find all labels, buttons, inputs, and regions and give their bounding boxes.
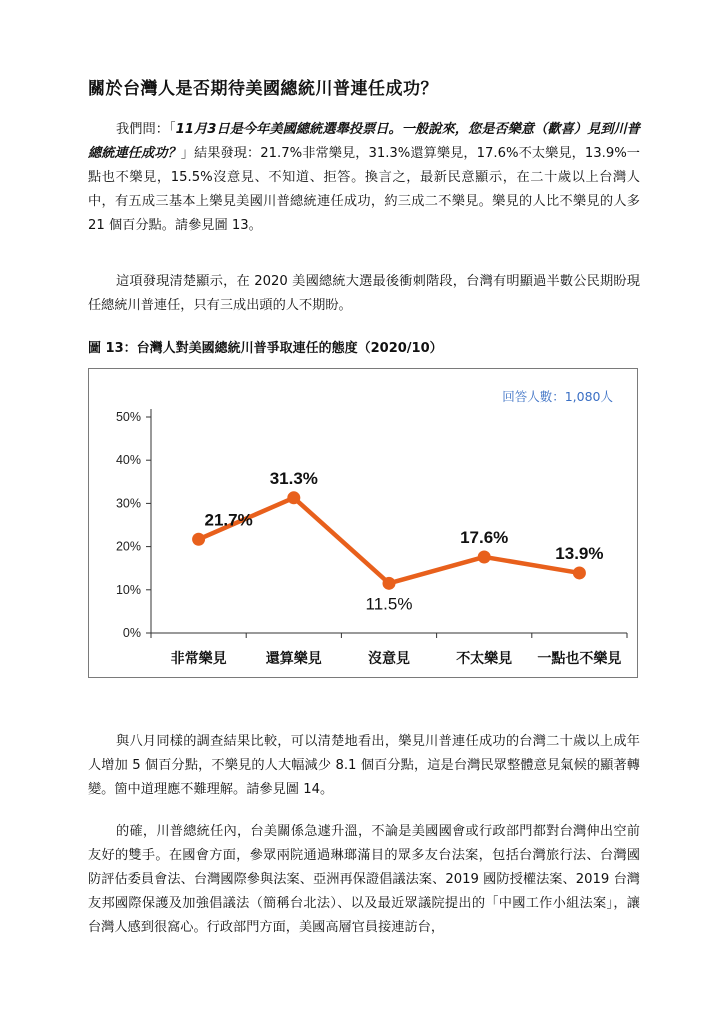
question-result: 」結果發現：21.7%非常樂見，31.3%還算樂見，17.6%不太樂見，13.9%一點也不樂見，15.5%沒意見、不知道、拒答。換言之，最新民意顯示，在二十歲以上台灣人中，有五成三基本上樂見美國川普總統連任成功，約三成二不樂見。樂見的人比不樂見的人多 21 個百分點。請參見圖 13。 [88,146,640,233]
x-tick-label: 沒意見 [368,651,410,667]
y-tick-label: 50% [115,410,141,424]
data-point [573,566,586,579]
data-label: 31.3% [269,468,318,488]
paragraph-survey-question [88,118,640,238]
data-point [287,491,300,504]
series-line [199,498,580,584]
data-label: 13.9% [555,543,604,563]
y-tick-label: 0% [122,626,141,640]
data-point [383,577,396,590]
chart-frame [88,368,638,678]
x-tick-label: 還算樂見 [265,651,322,667]
paragraph-comparison: 與八月同樣的調查結果比較，可以清楚地看出，樂見川普連任成功的台灣二十歲以上成年人增加 5 個百分點，不樂見的人大幅減少 8.1 個百分點，這是台灣民眾整體意見氣候的顯著轉變。箇中道理應不難理解。請參見圖 14。 [88,734,640,797]
respondent-count: 回答人數：1,080人 [502,389,613,404]
question-lead: 我們問：「 [116,122,176,137]
y-tick-label: 40% [115,453,141,468]
figure-title: 圖 13：台灣人對美國總統川普爭取連任的態度（2020/10） [88,341,443,356]
x-tick-label: 不太樂見 [456,651,513,667]
y-tick-label: 10% [115,582,141,597]
x-tick-label: 一點也不樂見 [537,651,622,667]
question-text: 11月3日是今年美國總統選舉投票日。一般說來，您是否樂意（歡喜）見到川普總統連任成功？ [88,122,640,161]
x-tick-label: 非常樂見 [170,651,227,667]
line-chart [89,369,637,677]
data-label: 17.6% [460,527,509,547]
data-point [192,533,205,546]
paragraph-relations: 的確，川普總統任內，台美關係急遽升溫，不論是美國國會或行政部門都對台灣伸出空前友好的雙手。在國會方面，參眾兩院通過琳瑯滿目的眾多友台法案，包括台灣旅行法、台灣國防評估委員會法、台灣國際參與法案、亞洲再保證倡議法案、2019 國防授權法案、2019 台灣友邦國際保護及加強倡議法（簡稱台北法）、以及最近眾議院提出的「中國工作小組法案」，讓台灣人感到很窩心。行政部門方面，美國高層官員接連訪台， [88,824,640,935]
paragraph-finding: 這項發現清楚顯示，在 2020 美國總統大選最後衝刺階段，台灣有明顯過半數公民期盼現任總統川普連任，只有三成出頭的人不期盼。 [88,274,640,313]
data-point [478,550,491,563]
data-label: 11.5% [365,594,413,614]
y-tick-label: 30% [115,496,141,511]
data-label: 21.7% [204,510,253,530]
page-title: 關於台灣人是否期待美國總統川普連任成功？ [88,79,438,99]
y-tick-label: 20% [115,539,141,554]
